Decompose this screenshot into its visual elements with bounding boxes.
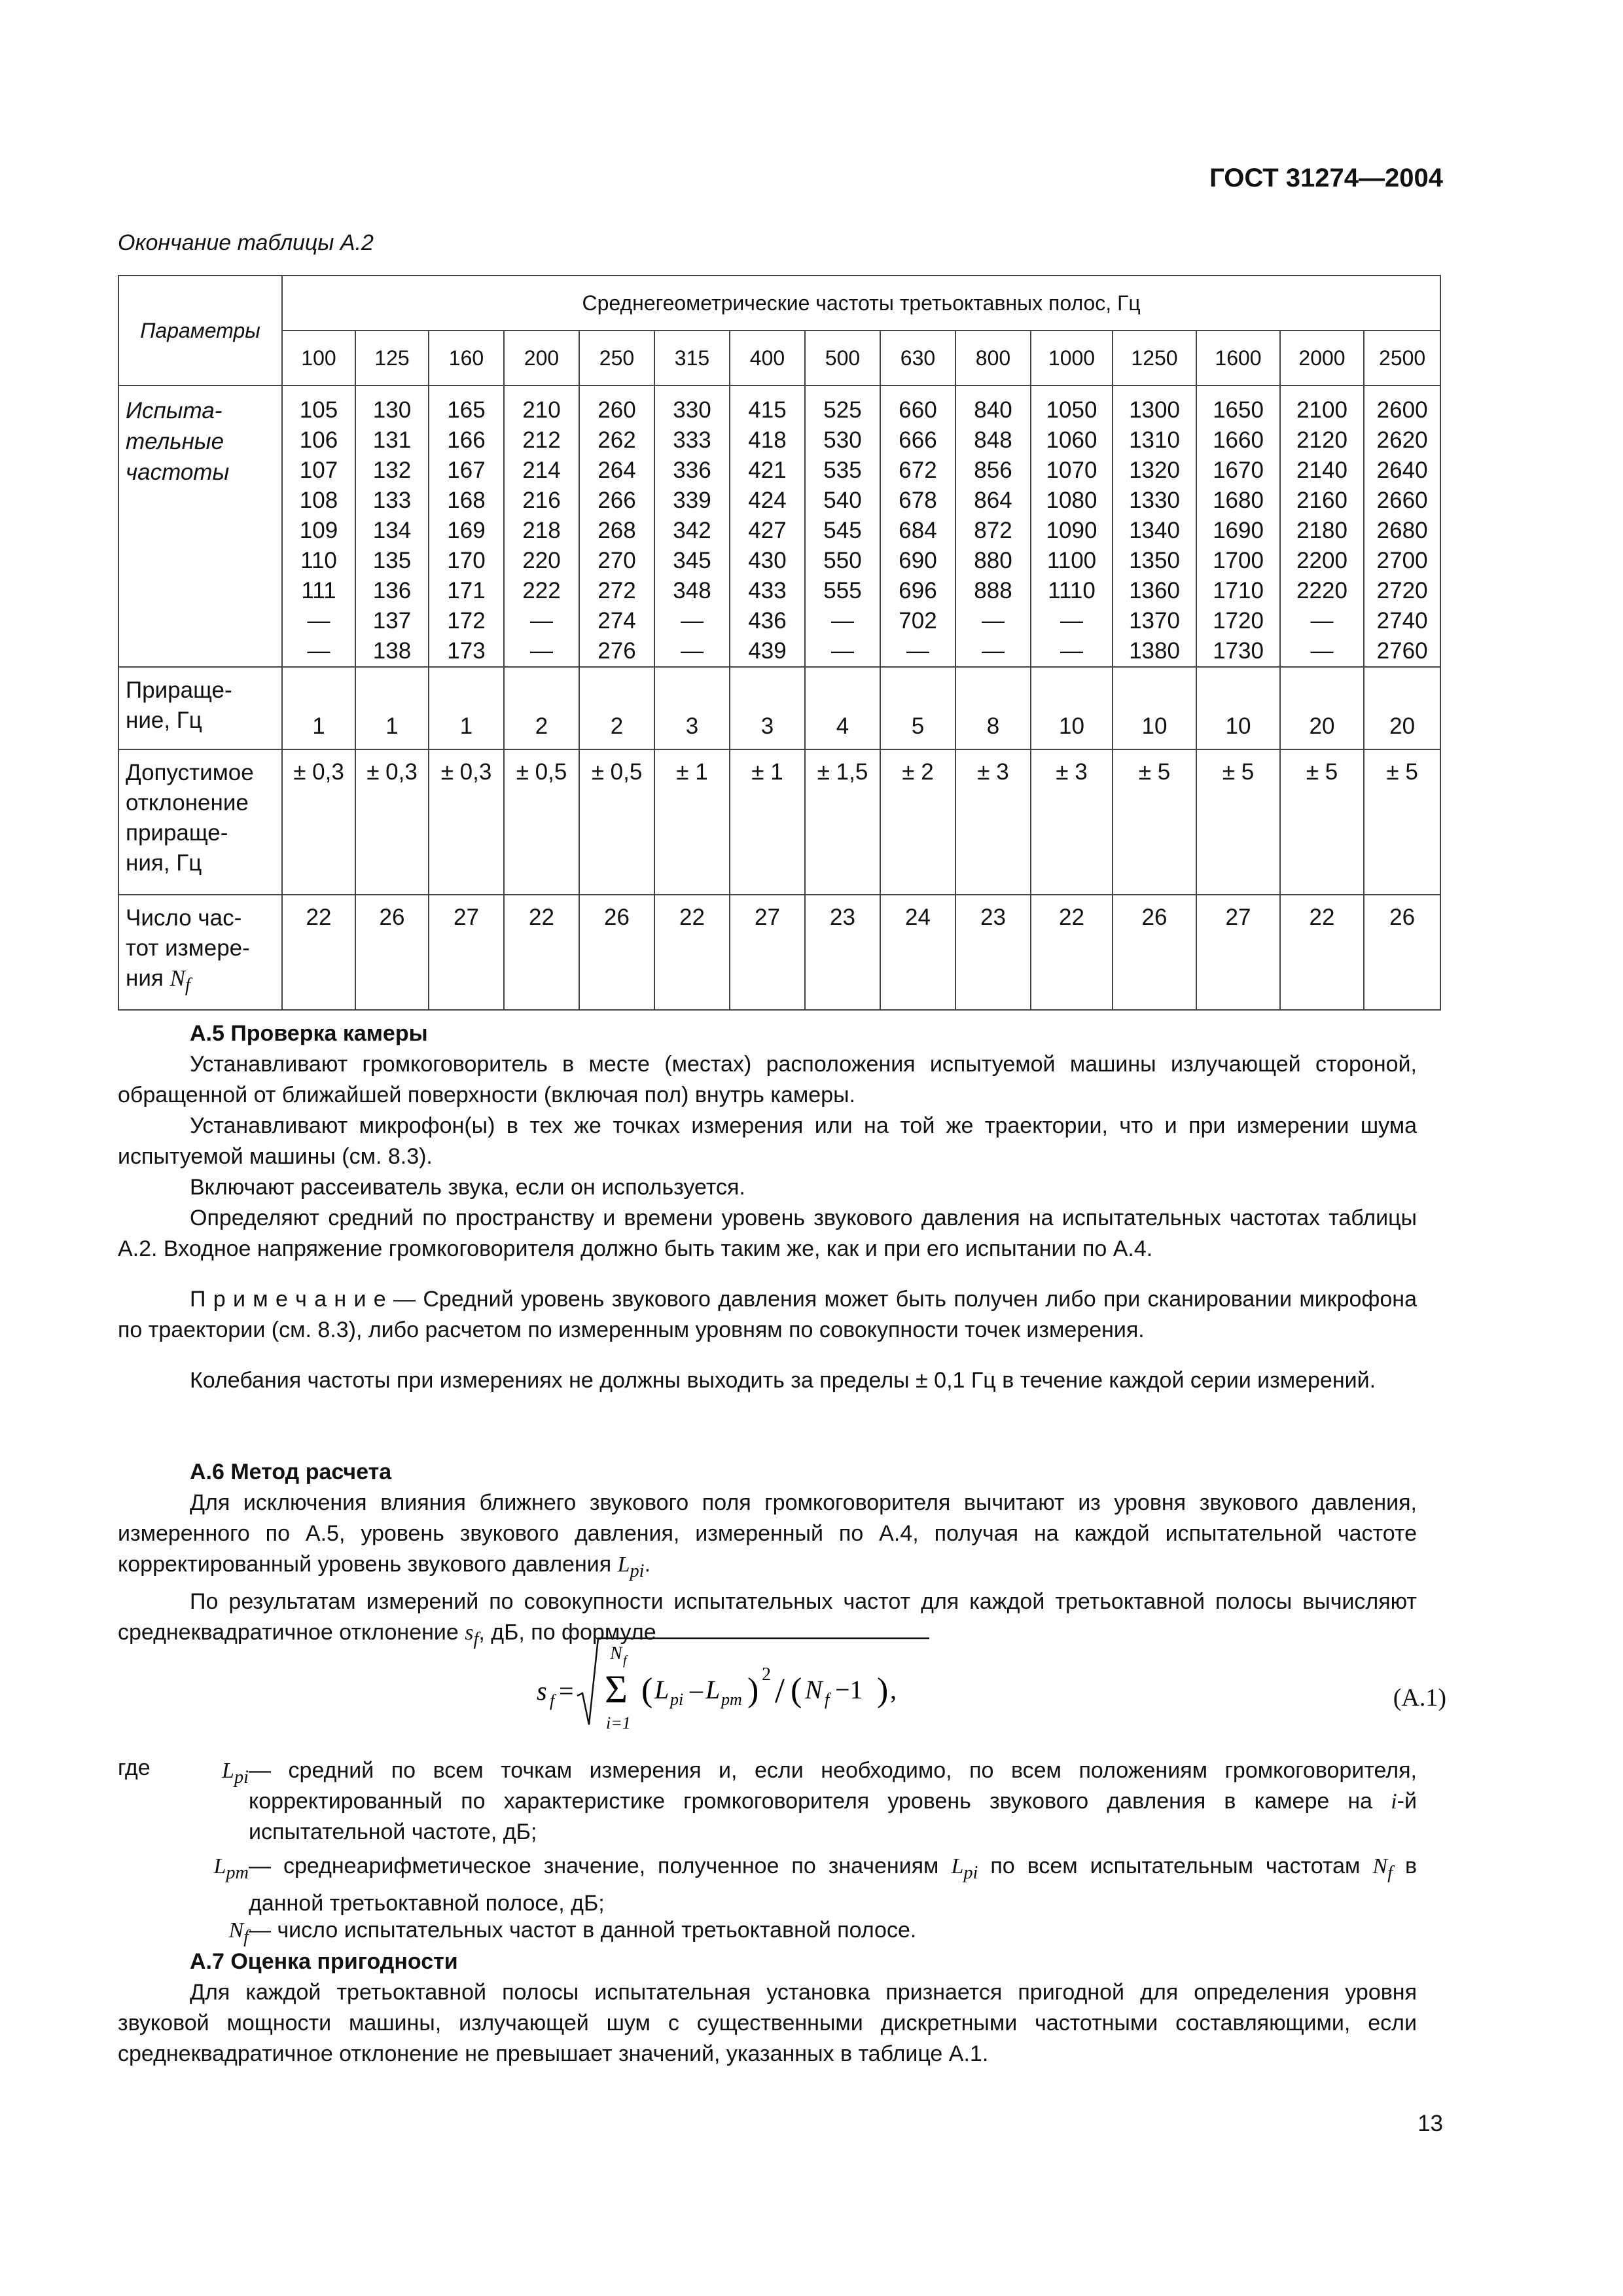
test-frequency-value: 333	[673, 427, 711, 453]
test-frequency-value: 1360	[1129, 578, 1180, 603]
test-frequency-value: 222	[522, 578, 561, 603]
test-frequency-value: 168	[447, 488, 486, 513]
increment-value: 1	[355, 667, 429, 749]
test-frequency-value: 1050	[1046, 397, 1097, 423]
sum-symbol: Σ	[605, 1668, 628, 1711]
measurement-count-value: 22	[282, 895, 355, 1010]
test-frequency-column	[1196, 386, 1280, 667]
test-frequency-value: 1310	[1129, 427, 1180, 453]
test-frequency-value: 170	[447, 548, 486, 573]
test-frequency-column	[1031, 386, 1113, 667]
term-b-sub: pm	[721, 1690, 742, 1709]
test-frequency-value: 106	[299, 427, 338, 453]
test-frequency-value: 2740	[1376, 608, 1428, 634]
def-nf-symbol: $N_f$	[228, 1918, 249, 1947]
def-nf-text: — число испытательных частот в данной третьоктавной полосе.	[249, 1918, 917, 1943]
test-frequency-value: 430	[748, 548, 787, 573]
test-frequency-value: 2120	[1296, 427, 1347, 453]
frequency-header-cell: 1250	[1113, 331, 1196, 386]
test-frequency-value: 1650	[1213, 397, 1264, 423]
test-frequency-value: 666	[899, 427, 937, 453]
frequency-header-cell: 630	[880, 331, 955, 386]
increment-value: 10	[1113, 667, 1196, 749]
test-frequency-value: 2160	[1296, 488, 1347, 513]
increment-label: Прираще- ние, Гц	[118, 667, 282, 749]
paren2-close: )	[877, 1672, 889, 1709]
test-frequency-value: 272	[597, 578, 636, 603]
test-frequency-value: 1710	[1213, 578, 1264, 603]
test-frequency-column	[1364, 386, 1440, 667]
test-frequency-value: 848	[974, 427, 1012, 453]
test-frequency-value: 262	[597, 427, 636, 453]
test-frequency-value: 133	[372, 488, 412, 513]
test-frequency-value: 274	[597, 608, 636, 634]
test-frequency-value: 212	[522, 427, 561, 453]
term-a-sub: pi	[670, 1690, 684, 1709]
frequency-table	[118, 275, 1441, 1011]
paren2-open: (	[791, 1672, 802, 1709]
frequency-header-cell: 800	[955, 331, 1031, 386]
test-frequency-value: 530	[823, 427, 862, 453]
section-a7-p1: Для каждой третьоктавной полосы испытательная установка признается пригодной для определения уровня звуковой мощности машины, излучающей шум с существенными дискретными частотными составляющими, если среднеквадратичное отклонение не превышает значений, указанных в таблице А.1.	[118, 1980, 1417, 2066]
test-frequency-value: 172	[447, 608, 486, 634]
measurement-count-value: 26	[1364, 895, 1440, 1010]
test-frequency-value: 216	[522, 488, 561, 513]
test-frequency-value: 418	[748, 427, 787, 453]
test-frequency-value: 1380	[1129, 638, 1180, 664]
increment-value: 4	[805, 667, 880, 749]
test-frequency-value: 169	[447, 518, 486, 543]
test-frequency-value: 888	[974, 578, 1012, 603]
def-lpi-text: — средний по всем точкам измерения и, если необходимо, по всем положениям громкоговорителя, корректированный по характеристике громкоговорителя уровень звукового давления в камере на i-й испытательной частоте, дБ;	[249, 1758, 1417, 1844]
frequency-header-cell: 1000	[1031, 331, 1113, 386]
test-frequency-column	[805, 386, 880, 667]
test-frequency-value: 276	[597, 638, 636, 664]
test-frequency-value: 415	[748, 397, 787, 423]
section-a5-heading: А.5 Проверка камеры	[190, 1021, 428, 1046]
test-frequency-value: 690	[899, 548, 937, 573]
test-frequency-value: —	[1060, 638, 1083, 664]
tolerance-value: ± 0,5	[504, 749, 579, 895]
formula-equals: =	[559, 1676, 574, 1706]
test-frequency-value: 330	[673, 397, 711, 423]
test-frequency-value: 167	[447, 457, 486, 483]
test-frequency-value: 339	[673, 488, 711, 513]
tolerance-label: Допустимое отклонение прираще- ния, Гц	[118, 749, 282, 895]
test-frequency-value: 2220	[1296, 578, 1347, 603]
increment-value: 1	[429, 667, 504, 749]
tolerance-value: ± 5	[1196, 749, 1280, 895]
test-frequency-column	[1280, 386, 1364, 667]
test-frequency-value: 210	[522, 397, 561, 423]
tolerance-value: ± 5	[1113, 749, 1196, 895]
test-frequency-value: 264	[597, 457, 636, 483]
test-frequency-value: 1680	[1213, 488, 1264, 513]
frequency-header-cell: 100	[282, 331, 355, 386]
test-frequency-value: 105	[299, 397, 338, 423]
test-frequency-column	[282, 386, 355, 667]
test-frequency-value: —	[982, 638, 1005, 664]
test-frequency-value: 1670	[1213, 457, 1264, 483]
test-frequency-value: 130	[372, 397, 412, 423]
section-a5-p4: Определяют средний по пространству и времени уровень звукового давления на испытательных частотах таблицы А.2. Входное напряжение громкоговорителя должно быть таким же, как и при его испытании по А.4.	[118, 1206, 1417, 1261]
frequency-header-cell: 500	[805, 331, 880, 386]
increment-value: 10	[1196, 667, 1280, 749]
test-frequency-value: —	[530, 608, 553, 634]
test-frequency-value: 132	[372, 457, 412, 483]
measurement-count-value: 22	[1031, 895, 1113, 1010]
increment-value: 3	[654, 667, 730, 749]
tolerance-value: ± 1	[654, 749, 730, 895]
section-a7-heading: А.7 Оценка пригодности	[190, 1949, 458, 1974]
term-a: L	[654, 1675, 669, 1704]
test-frequency-value: 2140	[1296, 457, 1347, 483]
denom-var: N	[805, 1675, 823, 1704]
increment-value: 3	[730, 667, 805, 749]
increment-value: 20	[1364, 667, 1440, 749]
page-number: 13	[1418, 2111, 1443, 2136]
test-frequency-column	[880, 386, 955, 667]
params-header: Параметры	[118, 276, 282, 386]
tolerance-value: ± 5	[1364, 749, 1440, 895]
test-frequency-value: 1350	[1129, 548, 1180, 573]
test-frequency-value: 136	[372, 578, 412, 603]
formula-lhs: s	[537, 1676, 547, 1706]
tolerance-value: ± 0,5	[579, 749, 654, 895]
def-lpm-text: — среднеарифметическое значение, полученное по значениям $L_{pi}$ по всем испытательным частотам $N_f$ в данной третьоктавной полосе, дБ;	[249, 1854, 1418, 1916]
where-word: где	[118, 1755, 151, 1780]
test-frequency-value: 540	[823, 488, 862, 513]
test-frequency-value: 214	[522, 457, 561, 483]
test-frequency-value: 166	[447, 427, 486, 453]
tolerance-value: ± 5	[1280, 749, 1364, 895]
test-frequency-value: 535	[823, 457, 862, 483]
test-frequency-value: 2600	[1376, 397, 1428, 423]
test-frequency-value: 218	[522, 518, 561, 543]
measurement-count-label: Число час- тот измере- ния $N_f$	[118, 895, 282, 1010]
frequency-header-cell: 125	[355, 331, 429, 386]
test-frequency-value: —	[530, 638, 553, 664]
tolerance-value: ± 0,3	[282, 749, 355, 895]
formula-a1	[537, 1633, 942, 1738]
increment-value: 10	[1031, 667, 1113, 749]
increment-value: 20	[1280, 667, 1364, 749]
test-frequency-value: 1370	[1129, 608, 1180, 634]
frequency-header-cell: 1600	[1196, 331, 1280, 386]
test-frequency-value: —	[681, 638, 704, 664]
test-frequency-value: 336	[673, 457, 711, 483]
def-lpi-symbol: $L_{pi}$	[222, 1759, 249, 1787]
frequency-header-cell: 200	[504, 331, 579, 386]
denom-sub: f	[825, 1690, 830, 1709]
frequency-header-cell: 400	[730, 331, 805, 386]
measurement-count-value: 23	[955, 895, 1031, 1010]
section-a6-p2: По результатам измерений по совокупности испытательных частот для каждой третьоктавной полосы вычисляют среднеквадратичное отклонение $s_f$, дБ, по формуле	[118, 1588, 1417, 1649]
test-frequency-value: 266	[597, 488, 636, 513]
measurement-count-value: 22	[654, 895, 730, 1010]
frequency-header-cell: 315	[654, 331, 730, 386]
test-frequency-value: 856	[974, 457, 1012, 483]
tolerance-value: ± 0,3	[429, 749, 504, 895]
test-frequency-value: 684	[899, 518, 937, 543]
test-frequency-value: 345	[673, 548, 711, 573]
denom-rest: −1	[835, 1675, 863, 1704]
tolerance-value: ± 3	[1031, 749, 1113, 895]
test-frequency-value: 433	[748, 578, 787, 603]
frequency-header-cell: 2500	[1364, 331, 1440, 386]
term-b: L	[705, 1675, 721, 1704]
test-frequency-column	[654, 386, 730, 667]
section-a6-p1: Для исключения влияния ближнего звукового поля громкоговорителя вычитают из уровня звукового давления, измеренного по А.5, уровень звукового давления, измеренный по А.4, получая на каждой испытательной частоте корректированный уровень звукового давления $L_{pi}$.	[118, 1490, 1417, 1581]
sum-lower: i=1	[606, 1713, 631, 1732]
test-frequency-value: 1100	[1046, 548, 1097, 573]
test-frequency-value: 1300	[1129, 397, 1180, 423]
tolerance-value: ± 3	[955, 749, 1031, 895]
test-frequency-value: —	[831, 638, 854, 664]
measurement-count-value: 22	[1280, 895, 1364, 1010]
test-frequency-value: 840	[974, 397, 1012, 423]
test-frequency-value: 135	[372, 548, 412, 573]
frequency-header-cell: 2000	[1280, 331, 1364, 386]
paren-close: )	[747, 1672, 759, 1709]
test-frequency-value: —	[1310, 638, 1334, 664]
paren-open: (	[641, 1672, 653, 1709]
test-frequency-value: 111	[301, 578, 336, 603]
increment-value: 2	[504, 667, 579, 749]
section-a6	[118, 1457, 1417, 1655]
test-frequency-value: 1700	[1213, 548, 1264, 573]
measurement-count-value: 26	[1113, 895, 1196, 1010]
power: 2	[762, 1664, 771, 1685]
formula-lhs-sub: f	[550, 1691, 555, 1710]
test-frequency-value: 421	[748, 457, 787, 483]
section-a5-p5: Колебания частоты при измерениях не должны выходить за пределы ± 0,1 Гц в течение каждой серии измерений.	[190, 1368, 1376, 1393]
measurement-count-value: 27	[429, 895, 504, 1010]
section-a5-note: П р и м е ч а н и е — Средний уровень звукового давления может быть получен либо при сканировании микрофона по траектории (см. 8.3), либо расчетом по измеренным уровням по совокупности точек измерения.	[118, 1287, 1417, 1342]
test-frequencies-label: Испыта- тельные частоты	[118, 386, 282, 667]
test-frequency-column	[1113, 386, 1196, 667]
measurement-count-value: 24	[880, 895, 955, 1010]
test-frequency-value: 1060	[1046, 427, 1097, 453]
test-frequency-value: 864	[974, 488, 1012, 513]
table-caption: Окончание таблицы А.2	[118, 230, 374, 255]
formula-comma: ,	[890, 1675, 897, 1704]
test-frequency-value: 1340	[1129, 518, 1180, 543]
tolerance-value: ± 1	[730, 749, 805, 895]
test-frequency-value: 660	[899, 397, 937, 423]
test-frequency-column	[955, 386, 1031, 667]
test-frequency-value: 1660	[1213, 427, 1264, 453]
test-frequency-value: 134	[372, 518, 412, 543]
test-frequency-value: 672	[899, 457, 937, 483]
test-frequency-value: —	[906, 638, 929, 664]
test-frequency-value: 165	[447, 397, 486, 423]
test-frequency-value: 2200	[1296, 548, 1347, 573]
test-frequency-value: 1330	[1129, 488, 1180, 513]
test-frequency-value: 545	[823, 518, 862, 543]
test-frequency-value: 109	[299, 518, 338, 543]
test-frequency-value: 1110	[1048, 578, 1096, 603]
section-a5-p3: Включают рассеиватель звука, если он используется.	[190, 1175, 745, 1200]
increment-value: 1	[282, 667, 355, 749]
test-frequency-value: 108	[299, 488, 338, 513]
test-frequency-value: —	[1310, 608, 1334, 634]
frequency-group-header: Среднегеометрические частоты третьоктавных полос, Гц	[282, 276, 1440, 331]
test-frequency-value: 1090	[1046, 518, 1097, 543]
tolerance-value: ± 2	[880, 749, 955, 895]
section-a5	[118, 1018, 1417, 1396]
def-lpm-symbol: $L_{pm}$	[213, 1854, 249, 1883]
test-frequency-value: 2680	[1376, 518, 1428, 543]
minus-sign: –	[690, 1675, 703, 1704]
test-frequency-value: 678	[899, 488, 937, 513]
slash: /	[775, 1671, 785, 1710]
test-frequency-value: —	[982, 608, 1005, 634]
test-frequency-value: 2660	[1376, 488, 1428, 513]
test-frequency-value: 2100	[1296, 397, 1347, 423]
section-a6-heading: А.6 Метод расчета	[190, 1460, 392, 1484]
test-frequency-value: 525	[823, 397, 862, 423]
test-frequency-value: 439	[748, 638, 787, 664]
measurement-count-value: 23	[805, 895, 880, 1010]
test-frequency-value: 2760	[1376, 638, 1428, 664]
section-a7	[118, 1946, 1417, 2070]
test-frequency-value: 1320	[1129, 457, 1180, 483]
test-frequency-value: 550	[823, 548, 862, 573]
frequency-header-cell: 160	[429, 331, 504, 386]
test-frequency-value: 171	[447, 578, 486, 603]
test-frequency-value: 2620	[1376, 427, 1428, 453]
test-frequency-value: 260	[597, 397, 636, 423]
equation-number: (А.1)	[1393, 1684, 1446, 1712]
test-frequency-value: 270	[597, 548, 636, 573]
test-frequency-value: 110	[300, 548, 337, 573]
section-a5-p1: Устанавливают громкоговоритель в месте (местах) расположения испытуемой машины излучающей стороной, обращенной от ближайшей поверхности (включая пол) внутрь камеры.	[118, 1052, 1417, 1107]
test-frequency-value: —	[681, 608, 704, 634]
test-frequency-value: 2700	[1376, 548, 1428, 573]
test-frequency-value: 1070	[1046, 457, 1097, 483]
test-frequency-value: 107	[299, 457, 338, 483]
increment-value: 5	[880, 667, 955, 749]
test-frequency-value: 1080	[1046, 488, 1097, 513]
test-frequency-value: —	[1060, 608, 1083, 634]
test-frequency-value: 348	[673, 578, 711, 603]
test-frequency-value: 173	[447, 638, 486, 664]
tolerance-value: ± 0,3	[355, 749, 429, 895]
test-frequency-value: 1720	[1213, 608, 1264, 634]
test-frequency-value: 872	[974, 518, 1012, 543]
test-frequency-value: 696	[899, 578, 937, 603]
frequency-header-cell: 250	[579, 331, 654, 386]
test-frequency-value: 1690	[1213, 518, 1264, 543]
test-frequency-value: 268	[597, 518, 636, 543]
sum-upper-sub: f	[623, 1653, 627, 1668]
test-frequency-column	[429, 386, 504, 667]
test-frequency-value: 137	[372, 608, 412, 634]
test-frequency-value: 2180	[1296, 518, 1347, 543]
test-frequency-value: 138	[372, 638, 412, 664]
sum-upper: N	[610, 1643, 622, 1664]
test-frequency-value: —	[831, 608, 854, 634]
measurement-count-value: 22	[504, 895, 579, 1010]
test-frequency-value: 702	[899, 608, 937, 634]
measurement-count-value: 26	[579, 895, 654, 1010]
test-frequency-value: 2720	[1376, 578, 1428, 603]
test-frequency-value: 427	[748, 518, 787, 543]
test-frequency-value: 424	[748, 488, 787, 513]
section-a5-p2: Устанавливают микрофон(ы) в тех же точках измерения или на той же траектории, что и при измерении шума испытуемой машины (см. 8.3).	[118, 1113, 1417, 1169]
test-frequency-value: —	[307, 638, 330, 664]
tolerance-value: ± 1,5	[805, 749, 880, 895]
test-frequency-value: 342	[673, 518, 711, 543]
test-frequency-value: 2640	[1376, 457, 1428, 483]
test-frequency-value: 1730	[1213, 638, 1264, 664]
test-frequency-column	[504, 386, 579, 667]
increment-value: 2	[579, 667, 654, 749]
test-frequency-value: 555	[823, 578, 862, 603]
test-frequency-column	[355, 386, 429, 667]
test-frequency-value: —	[307, 608, 330, 634]
measurement-count-value: 26	[355, 895, 429, 1010]
measurement-count-value: 27	[1196, 895, 1280, 1010]
test-frequency-value: 880	[974, 548, 1012, 573]
test-frequency-column	[730, 386, 805, 667]
increment-value: 8	[955, 667, 1031, 749]
test-frequency-value: 131	[372, 427, 412, 453]
test-frequency-column	[579, 386, 654, 667]
measurement-count-value: 27	[730, 895, 805, 1010]
test-frequency-value: 436	[748, 608, 787, 634]
document-code: ГОСТ 31274—2004	[1209, 164, 1443, 192]
test-frequency-value: 220	[522, 548, 561, 573]
